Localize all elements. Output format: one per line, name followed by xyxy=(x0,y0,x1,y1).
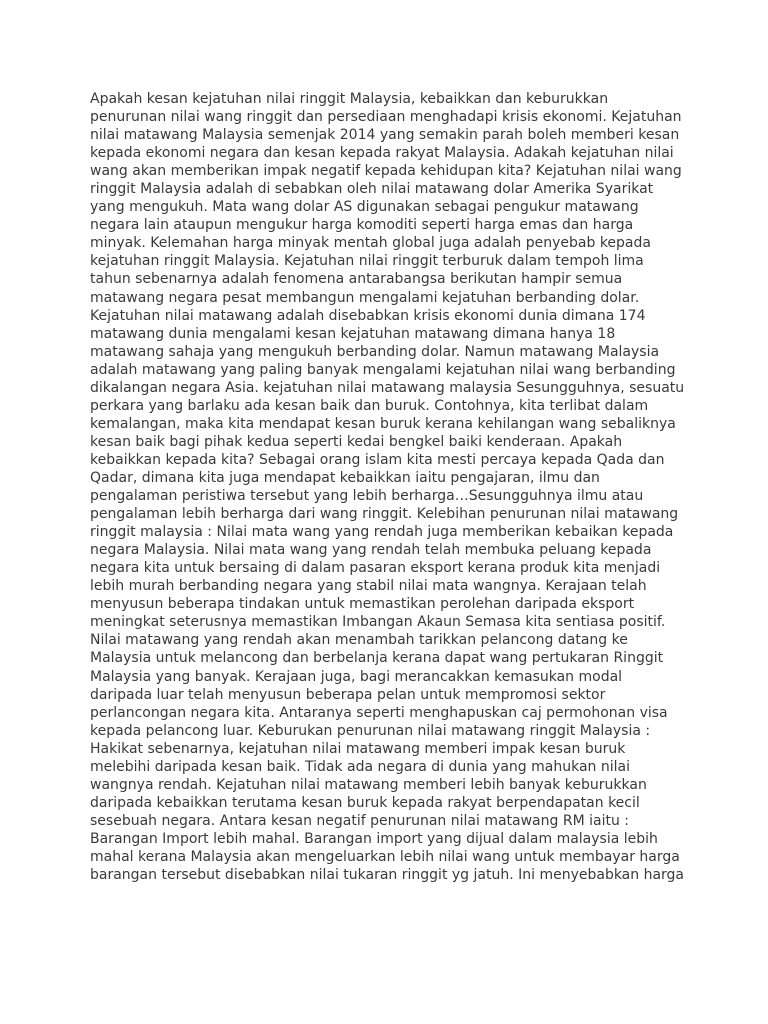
text-line: daripada luar telah menyusun beberapa pelan untuk mempromosi sektor xyxy=(90,686,606,703)
text-line: Qadar, dimana kita juga mendapat kebaikkan iaitu pengajaran, ilmu dan xyxy=(90,469,600,486)
text-line: Hakikat sebenarnya, kejatuhan nilai matawang memberi impak kesan buruk xyxy=(90,740,626,757)
text-line: negara kita untuk bersaing di dalam pasaran eksport kerana produk kita menjadi xyxy=(90,560,661,577)
text-line: yang mengukuh. Mata wang dolar AS digunakan sebagai pengukur matawang xyxy=(90,199,639,216)
text-line: kemalangan, maka kita mendapat kesan buruk kerana kehilangan wang sebaliknya xyxy=(90,415,676,432)
text-line: nilai matawang Malaysia semenjak 2014 yang semakin parah boleh memberi kesan xyxy=(90,127,680,144)
text-line: menyusun beberapa tindakan untuk memastikan perolehan daripada eksport xyxy=(90,596,635,613)
text-line: ringgit Malaysia adalah di sebabkan oleh nilai matawang dolar Amerika Syarikat xyxy=(90,181,654,198)
text-line: Kejatuhan nilai matawang adalah disebabkan krisis ekonomi dunia dimana 174 xyxy=(90,307,646,324)
text-line: kejatuhan ringgit Malaysia. Kejatuhan nilai ringgit terburuk dalam tempoh lima xyxy=(90,253,644,270)
text-line: minyak. Kelemahan harga minyak mentah global juga adalah penyebab kepada xyxy=(90,235,651,252)
text-line: barangan tersebut disebabkan nilai tukaran ringgit yg jatuh. Ini menyebabkan harga xyxy=(90,867,685,884)
text-line: negara Malaysia. Nilai mata wang yang rendah telah membuka peluang kepada xyxy=(90,542,652,559)
text-line: negara lain ataupun mengukur harga komoditi seperti harga emas dan harga xyxy=(90,217,634,234)
text-line: adalah matawang yang paling banyak mengalami kejatuhan nilai wang berbanding xyxy=(90,361,676,378)
text-line: daripada kebaikkan terutama kesan buruk kepada rakyat berpendapatan kecil xyxy=(90,794,640,811)
text-line: Malaysia yang banyak. Kerajaan juga, bagi merancakkan kemasukan modal xyxy=(90,668,623,685)
text-line: kesan baik bagi pihak kedua seperti kedai bengkel baiki kenderaan. Apakah xyxy=(90,433,623,450)
text-line: perlancongan negara kita. Antaranya seperti menghapuskan caj permohonan visa xyxy=(90,704,668,721)
text-line: wangnya rendah. Kejatuhan nilai matawang memberi lebih banyak keburukkan xyxy=(90,776,647,793)
text-line: kebaikkan kepada kita? Sebagai orang islam kita mesti percaya kepada Qada dan xyxy=(90,451,665,468)
text-line: ringgit malaysia : Nilai mata wang yang rendah juga memberikan kebaikan kepada xyxy=(90,524,674,541)
text-line: wang akan memberikan impak negatif kepada kehidupan kita? Kejatuhan nilai wang xyxy=(90,163,682,180)
text-line: kepada pelancong luar. Keburukan penurunan nilai matawang ringgit Malaysia : xyxy=(90,722,651,739)
body-text xyxy=(90,90,690,884)
text-line: pengalaman lebih berharga dari wang ringgit. Kelebihan penurunan nilai matawang xyxy=(90,506,679,523)
text-line: tahun sebenarnya adalah fenomena antarabangsa berikutan hampir semua xyxy=(90,271,623,288)
text-line: dikalangan negara Asia. kejatuhan nilai matawang malaysia Sesungguhnya, sesuatu xyxy=(90,379,685,396)
text-line: Apakah kesan kejatuhan nilai ringgit Malaysia, kebaikkan dan keburukkan xyxy=(90,91,609,107)
text-line: kepada ekonomi negara dan kesan kepada rakyat Malaysia. Adakah kejatuhan nilai xyxy=(90,145,674,162)
text-line: matawang sahaja yang mengukuh berbanding dolar. Namun matawang Malaysia xyxy=(90,343,660,360)
text-line: mahal kerana Malaysia akan mengeluarkan lebih nilai wang untuk membayar harga xyxy=(90,848,680,865)
text-line: matawang dunia mengalami kesan kejatuhan matawang dimana hanya 18 xyxy=(90,325,616,342)
text-line: sesebuah negara. Antara kesan negatif penurunan nilai matawang RM iaitu : xyxy=(90,812,629,829)
text-line: penurunan nilai wang ringgit dan persediaan menghadapi krisis ekonomi. Kejatuhan xyxy=(90,109,682,126)
text-line: Barangan Import lebih mahal. Barangan import yang dijual dalam malaysia lebih xyxy=(90,830,658,847)
text-line: matawang negara pesat membangun mengalami kejatuhan berbanding dolar. xyxy=(90,289,640,306)
text-line: meningkat seterusnya memastikan Imbangan Akaun Semasa kita sentiasa positif. xyxy=(90,614,666,631)
text-line: Malaysia untuk melancong dan berbelanja kerana dapat wang pertukaran Ringgit xyxy=(90,650,664,667)
text-line: perkara yang barlaku ada kesan baik dan buruk. Contohnya, kita terlibat dalam xyxy=(90,397,649,414)
text-line: lebih murah berbanding negara yang stabil nilai mata wangnya. Kerajaan telah xyxy=(90,578,647,595)
text-line: Nilai matawang yang rendah akan menambah tarikkan pelancong datang ke xyxy=(90,632,628,649)
text-line: pengalaman peristiwa tersebut yang lebih berharga…Sesungguhnya ilmu atau xyxy=(90,488,644,505)
text-line: melebihi daripada kesan baik. Tidak ada negara di dunia yang mahukan nilai xyxy=(90,758,630,775)
